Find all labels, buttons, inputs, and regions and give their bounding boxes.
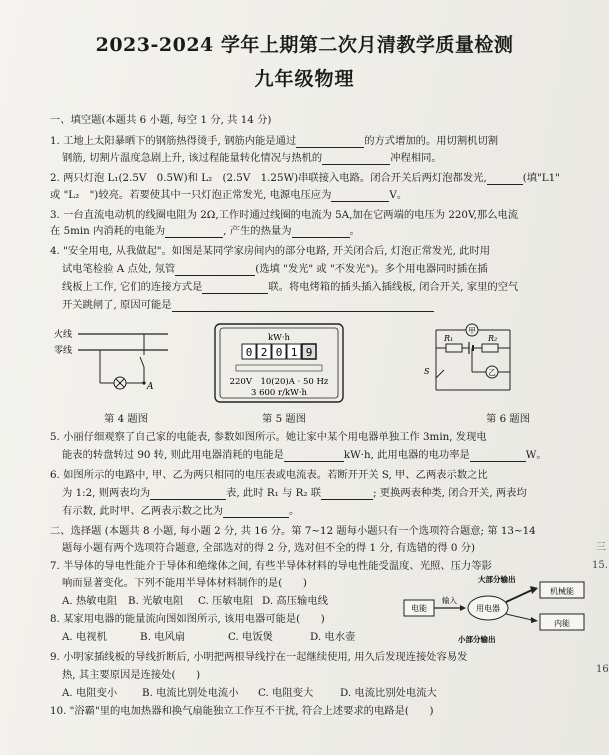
major-output-arrow — [506, 590, 532, 602]
answer-blank[interactable] — [292, 226, 350, 238]
q3-line2: 在 5min 内消耗的电能为 , 产生的热量为 。 — [50, 225, 360, 237]
edge-mark: 16 — [596, 664, 609, 675]
q7-option-a[interactable]: A. 热敏电阻 — [62, 595, 118, 607]
edge-mark: 三 — [596, 542, 606, 553]
fig4-circuit-diagram — [52, 327, 172, 407]
answer-blank[interactable] — [296, 136, 364, 148]
svg-text:用电器: 用电器 — [476, 604, 500, 613]
svg-text:机械能: 机械能 — [550, 587, 574, 596]
resistor-r2-icon — [482, 344, 498, 352]
answer-blank[interactable] — [175, 264, 255, 276]
meter-digit: 9 — [305, 346, 313, 359]
answer-blank[interactable] — [284, 450, 344, 462]
svg-text:电能: 电能 — [411, 604, 427, 613]
switch-s-icon — [436, 370, 444, 378]
q7-line2: 响而显著变化。下列不能用半导体材料制作的是( ) — [62, 577, 307, 589]
q2-line1: 2. 两只灯泡 L₁(2.5V 0.5W)和 L₂ (2.5V 1.25W)串联接入电路。闭合开关后两灯泡都发光, (填"L1" — [50, 172, 560, 184]
exam-title: 2023-2024 学年上期第二次月清教学质量检测 — [95, 34, 514, 56]
q7-option-c[interactable]: C. 压敏电阻 — [198, 595, 254, 607]
q1-line2: 钢筋, 切割片温度急剧上升, 该过程能量转化情况与热机的 冲程相同。 — [62, 152, 442, 164]
meter-digit: 2 — [260, 346, 268, 359]
answer-blank[interactable] — [322, 153, 390, 165]
q6-line1: 6. 如图所示的电路中, 甲、乙为两只相同的电压表或电流表。若断开开关 S, 甲、乙两表示数之比 — [50, 469, 488, 481]
q2-line2: 或 "L₂ ")较亮。若要使其中一只灯泡正常发光, 电源电压应为 V。 — [50, 189, 408, 201]
q9-line2: 热, 其主要原因是连接处( ) — [62, 669, 201, 681]
fig4-caption: 第 4 题图 — [104, 413, 148, 425]
major-output-label: 大部分输出 — [478, 575, 516, 584]
q9-option-c[interactable]: C. 电阻变大 — [258, 687, 314, 699]
fig5-caption: 第 5 题图 — [262, 413, 306, 425]
section1-heading: 一、填空题(本题共 6 小题, 每空 1 分, 共 14 分) — [50, 114, 272, 126]
meter-spec: 220V 10(20)A · 50 Hz — [229, 377, 329, 387]
q7-line1: 7. 半导体的导电性能介于导体和绝缘体之间, 有些半导体材料的导电性能受温度、光照、压力等影 — [50, 560, 492, 572]
q8-option-c[interactable]: C. 电饭煲 — [228, 631, 273, 643]
fig6-caption: 第 6 题图 — [486, 413, 530, 425]
q7-option-b[interactable]: B. 光敏电阻 — [128, 595, 184, 607]
answer-blank[interactable] — [165, 226, 223, 238]
q7-option-d[interactable]: D. 高压输电线 — [262, 595, 328, 607]
answer-blank[interactable] — [202, 282, 268, 294]
q8-energy-flow-diagram — [400, 574, 600, 646]
meter-digit: 0 — [275, 346, 283, 359]
answer-blank[interactable] — [150, 488, 226, 500]
section2-line2: 题每小题有两个选项符合题意, 全部选对的得 2 分, 选对但不全的得 1 分, 有选错的得 0 分) — [62, 542, 476, 554]
answer-blank[interactable] — [331, 190, 389, 202]
r1-label: R₁ — [444, 334, 454, 343]
q9-option-b[interactable]: B. 电流比别处电流小 — [142, 687, 239, 699]
q9-line1: 9. 小明家插线板的导线折断后, 小明把两根导线拧在一起继续使用, 用久后发现连接处容易发 — [50, 651, 468, 663]
resistor-r1-icon — [446, 344, 462, 352]
point-a-label: A — [147, 382, 154, 392]
switch-s-label: S — [424, 367, 430, 376]
r2-label: R₂ — [488, 334, 498, 343]
fig6-circuit-diagram — [422, 318, 522, 402]
q4-line4: 开关跳闸了, 原因可能是 — [62, 298, 434, 312]
q8-line1: 8. 某家用电器的能量流向图如图所示, 该用电器可能是( ) — [50, 613, 325, 625]
q3-line1: 3. 一台直流电动机的线圈电阻为 2Ω,工作时通过线圈的电流为 5A,加在它两端的电压为 220V,那么电流 — [50, 209, 519, 221]
minor-output-arrow — [506, 614, 532, 620]
meter-constant: 3 600 r/kW·h — [250, 388, 308, 398]
neutral-wire-label: 零线 — [54, 346, 73, 356]
q1-line1: 1. 工地上太阳暴晒下的钢筋热得烫手, 钢筋内能是通过 的方式增加的。用切割机切割 — [50, 135, 499, 147]
q5-line1: 5. 小丽仔细观察了自己家的电能表, 参数如图所示。她让家中某个用电器单独工作 3min, 发现电 — [50, 431, 487, 443]
svg-text:输入: 输入 — [442, 596, 457, 605]
minor-output-label: 小部分输出 — [458, 635, 496, 644]
live-wire-label: 火线 — [54, 330, 73, 340]
q4-line1: 4. "安全用电, 从我做起"。如图是某同学家房间内的部分电路, 开关闭合后, 灯泡正常发光, 此时用 — [50, 245, 491, 257]
switch-icon — [140, 357, 144, 367]
q6-line3: 有示数, 此时甲、乙两表示数之比为 。 — [62, 505, 300, 517]
svg-text:内能: 内能 — [554, 619, 570, 628]
answer-blank[interactable] — [470, 450, 526, 462]
answer-blank[interactable] — [172, 300, 434, 312]
meter-digit: 1 — [290, 346, 298, 359]
q6-line2: 为 1:2, 则两表均为 表, 此时 R₁ 与 R₂ 联 ; 更换两表种类, 闭合开关, 两表均 — [62, 487, 527, 499]
exam-subject: 九年级物理 — [254, 68, 355, 90]
q8-option-b[interactable]: B. 电风扇 — [140, 631, 186, 643]
q8-option-a[interactable]: A. 电视机 — [62, 631, 107, 643]
q9-option-d[interactable]: D. 电流比别处电流大 — [340, 687, 437, 699]
meter-jia-label: 甲 — [468, 326, 476, 335]
edge-mark: 15. — [592, 560, 608, 571]
answer-blank[interactable] — [321, 488, 373, 500]
section2-line1: 二、选择题 (本题共 8 小题, 每小题 2 分, 共 16 分。第 7~12 题每小题只有一个选项符合题意; 第 13~14 — [50, 525, 536, 537]
fig5-electric-meter — [214, 323, 344, 403]
q9-option-a[interactable]: A. 电阻变小 — [62, 687, 118, 699]
answer-blank[interactable] — [223, 506, 289, 518]
meter-yi-label: 乙 — [488, 368, 496, 377]
q4-line3: 线板上工作, 它们的连接方式是 联。将电烤箱的插头插入插线板, 闭合开关, 家里的空气 — [62, 281, 519, 293]
answer-blank[interactable] — [487, 173, 523, 185]
q8-option-d[interactable]: D. 电水壶 — [310, 631, 356, 643]
meter-unit: kW·h — [267, 333, 291, 343]
q5-line2: 能表的转盘转过 90 转, 则此用电器消耗的电能是 kW·h, 此用电器的电功率是 W。 — [62, 449, 547, 461]
q10-line1: 10. "浴霸"里的电加热器和换气扇能独立工作互不干扰, 符合上述要求的电路是( ) — [50, 705, 434, 717]
meter-digit: 0 — [245, 346, 253, 359]
q4-line2: 试电笔检验 A 点处, 氖管 (选填 "发光" 或 "不发光")。多个用电器同时插在插 — [62, 263, 488, 275]
